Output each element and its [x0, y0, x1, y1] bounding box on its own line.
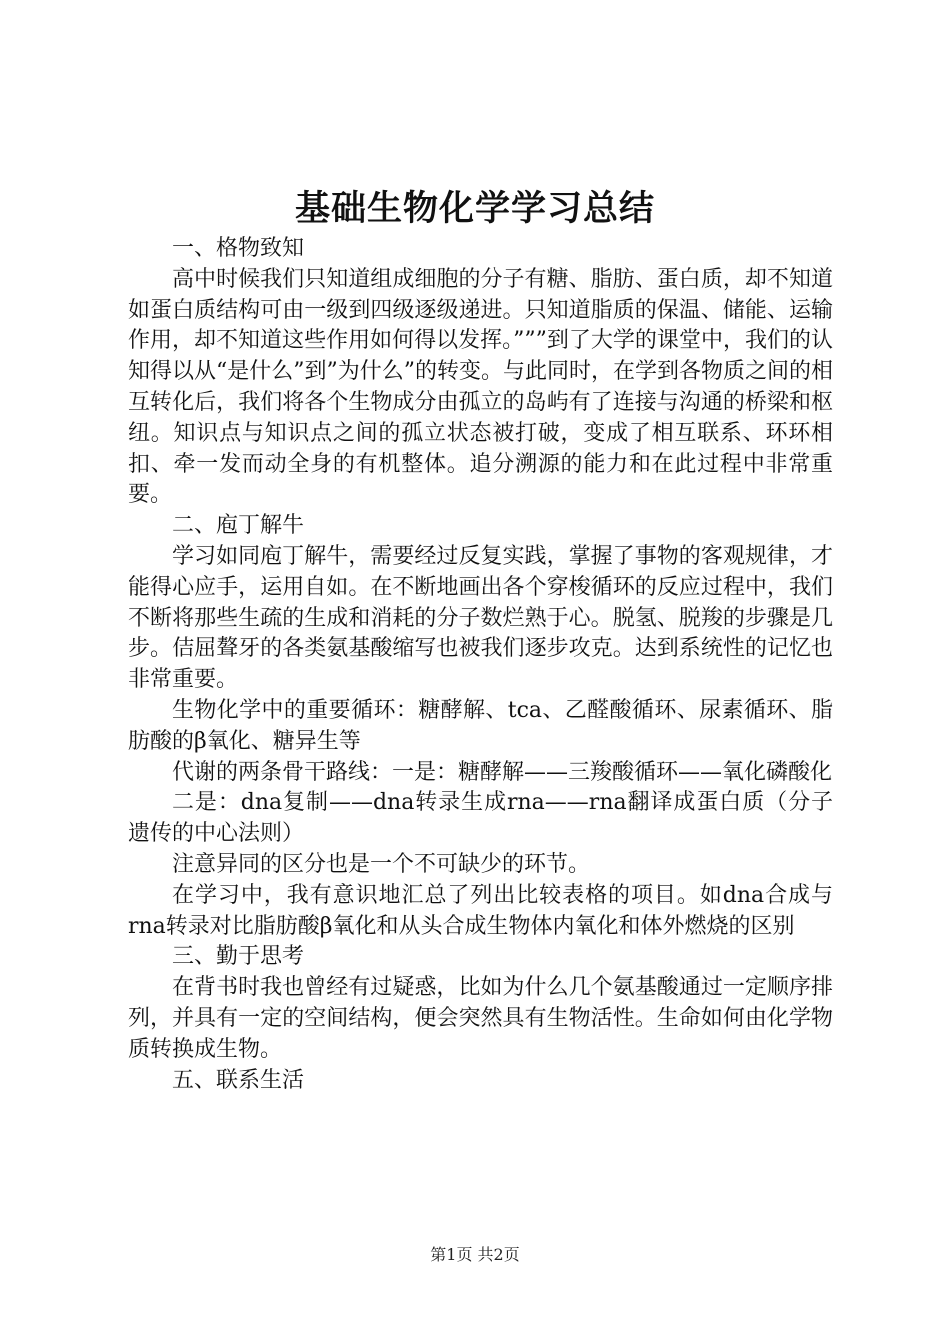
paragraph-6: 注意异同的区分也是一个不可缺少的环节。	[172, 851, 591, 877]
paragraph-3: 生物化学中的重要循环：糖酵解、tca、乙醛酸循环、尿素循环、脂肪酸的β氧化、糖异生等	[128, 697, 833, 754]
paragraph-1: 高中时候我们只知道组成细胞的分子有糖、脂肪、蛋白质，却不知道如蛋白质结构可由一级到四级逐级递进。只知道脂质的保温、储能、运输作用，却不知道这些作用如何得以发挥。”””到了大学的课堂中，我们的认知得以从“是什么”到”为什么”的转变。与此同时，在学到各物质之间的相互转化后，我们将各个生物成分由孤立的岛屿有了连接与沟通的桥梁和枢纽。知识点与知识点之间的孤立状态被打破，变成了相互联系、环环相扣、牵一发而动全身的有机整体。追分溯源的能力和在此过程中非常重要。	[128, 266, 833, 508]
paragraph-2: 学习如同庖丁解牛，需要经过反复实践，掌握了事物的客观规律，才能得心应手，运用自如。在不断地画出各个穿梭循环的反应过程中，我们不断将那些生疏的生成和消耗的分子数烂熟于心。脱氢、脱羧的步骤是几步。佶屈聱牙的各类氨基酸缩写也被我们逐步攻克。达到系统性的记忆也非常重要。	[128, 543, 833, 693]
paragraph-8: 在背书时我也曾经有过疑惑，比如为什么几个氨基酸通过一定顺序排列，并具有一定的空间结构，便会突然具有生物活性。生命如何由化学物质转换成生物。	[128, 975, 833, 1062]
paragraph-7: 在学习中，我有意识地汇总了列出比较表格的项目。如dna合成与rna转录对比脂肪酸β氧化和从头合成生物体内氧化和体外燃烧的区别	[128, 882, 833, 939]
page-indicator: 第1页 共2页	[430, 1245, 520, 1264]
section-heading-1: 一、格物致知	[172, 236, 305, 261]
section-heading-3: 三、勤于思考	[172, 944, 305, 970]
paragraph-4: 代谢的两条骨干路线：一是：糖酵解——三羧酸循环——氧化磷酸化	[172, 759, 833, 785]
section-heading-5: 五、联系生活	[172, 1067, 305, 1093]
paragraph-5: 二是：dna复制——dna转录生成rna——rna翻译成蛋白质（分子遗传的中心法则）	[128, 790, 833, 847]
page-footer	[0, 1244, 950, 1266]
document-body	[128, 234, 833, 1096]
section-heading-2: 二、庖丁解牛	[172, 513, 305, 539]
document-title: 基础生物化学学习总结	[294, 188, 655, 229]
